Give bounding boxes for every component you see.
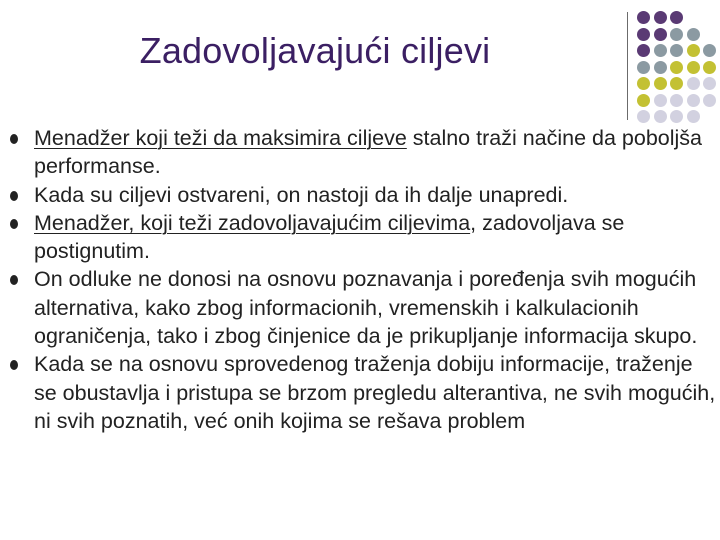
decorative-dot (670, 44, 683, 57)
decorative-dot (654, 94, 667, 107)
slide-title: Zadovoljavajući ciljevi (139, 30, 491, 71)
decorative-dot (687, 110, 700, 123)
bullet-marker-icon (10, 191, 18, 201)
decorative-dot (670, 110, 683, 123)
bullet-item (10, 209, 720, 266)
decorative-dot (637, 28, 650, 41)
decorative-dot (687, 61, 700, 74)
bullet-item (10, 181, 720, 209)
underlined-phrase: Menadžer koji teži da maksimira ciljeve (34, 126, 407, 150)
decorative-dot (703, 94, 716, 107)
decorative-dot (687, 94, 700, 107)
bullet-text: Kada su ciljevi ostvareni, on nastoji da ih dalje unapredi. (34, 182, 569, 207)
bullet-item (10, 124, 720, 181)
decorative-dot-grid (637, 11, 720, 111)
decorative-dot (703, 44, 716, 57)
decorative-dot (654, 11, 667, 24)
decorative-dot (670, 28, 683, 41)
bullet-marker-icon (10, 360, 18, 370)
decorative-dot (654, 28, 667, 41)
decorative-dot (687, 44, 700, 57)
bullet-list (10, 124, 720, 435)
decorative-dot (654, 77, 667, 90)
decorative-dot (637, 11, 650, 24)
underlined-phrase: Menadžer, koji teži zadovoljavajućim ciljevima (34, 210, 471, 235)
decorative-dot (637, 77, 650, 90)
decorative-dot (670, 11, 683, 24)
bullet-item (10, 265, 720, 350)
decorative-dot (670, 77, 683, 90)
decorative-dot (703, 77, 716, 90)
bullet-marker-icon (10, 219, 18, 229)
decorative-dot (670, 94, 683, 107)
bullet-text: stalno traži načine da poboljša performanse. (34, 126, 703, 179)
decorative-dot (654, 110, 667, 123)
decorative-dot (637, 61, 650, 74)
decorative-vertical-line (627, 12, 628, 120)
bullet-marker-icon (10, 134, 18, 144)
decorative-dot (703, 61, 716, 74)
decorative-dot (654, 44, 667, 57)
decorative-dot (637, 44, 650, 57)
decorative-dot (637, 110, 650, 123)
bullet-text: , zadovoljava se postignutim. (34, 210, 625, 264)
decorative-dot (637, 94, 650, 107)
decorative-dot (687, 77, 700, 90)
decorative-dot (687, 28, 700, 41)
decorative-dot (654, 61, 667, 74)
bullet-item (10, 350, 720, 435)
bullet-text: Kada se na osnovu sprovedenog traženja dobiju informacije, traženje se obustavlja i pristupa se brzom pregledu alterantiva, ne svih mogućih, ni svih poznatih, već onih kojima se rešava problem (34, 352, 716, 433)
bullet-marker-icon (10, 275, 18, 285)
decorative-dot (670, 61, 683, 74)
bullet-text: On odluke ne donosi na osnovu poznavanja i poređenja svih mogućih alternativa, kako zbog informacionih, vremenskih i kalkulacionih ograničenja, tako i zbog činjenice da je prikupljanje informacija skupo. (34, 267, 698, 349)
